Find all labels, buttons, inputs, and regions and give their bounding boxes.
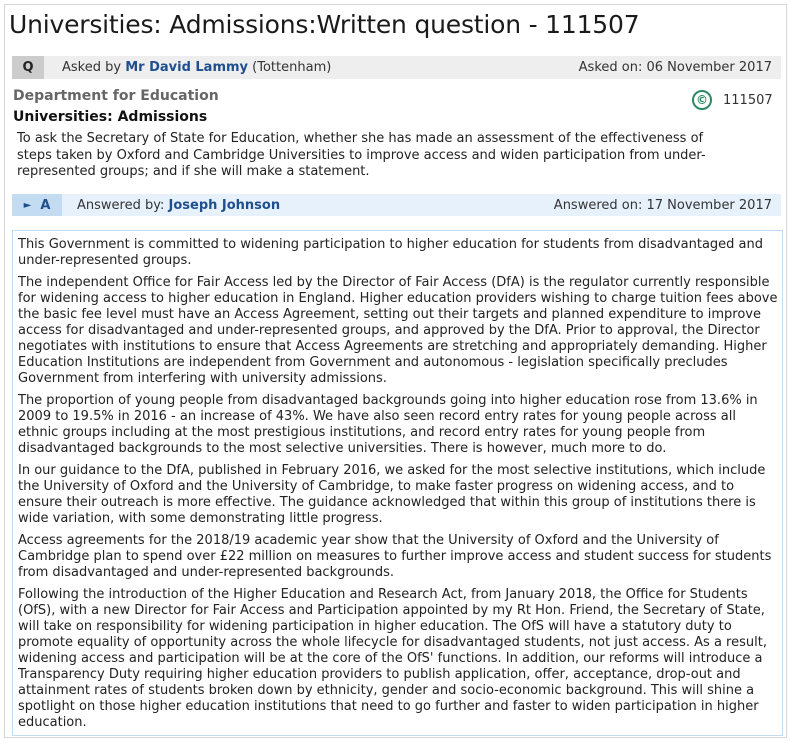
answered-by-label: Answered by:: [77, 198, 165, 213]
question-uin: 111507: [723, 93, 773, 108]
department: Department for Education: [13, 88, 219, 104]
answer-bar: [12, 194, 781, 216]
answered-on-date: Answered on: 17 November 2017: [553, 198, 772, 213]
minister-link[interactable]: Joseph Johnson: [168, 198, 281, 213]
answer-paragraph: In our guidance to the DfA, published in February 2016, we asked for the most selective institutions, which include the University of Oxford and the University of Cambridge, to make faster progress on widening access, and to ensure their outreach is more effective. The guidance acknowledged that within this group of institutions there is wide variation, with some demonstrating little progress.: [18, 463, 766, 526]
answer-badge: A: [40, 197, 51, 213]
answer-toggle[interactable]: [12, 194, 62, 216]
question-bar: [12, 56, 781, 79]
copyright-icon: ©: [692, 90, 712, 110]
answer-paragraph: The proportion of young people from disadvantaged backgrounds going into higher education rose from 13.6% in 2009 to 19.5% in 2016 - an increase of 43%. We have also seen record entry rates for young people across all ethnic groups including at the most prestigious institutions, and record entry rates for young people from disadvantaged backgrounds to the most selective universities. There is however, much more to do.: [18, 393, 758, 456]
member-link[interactable]: Mr David Lammy: [125, 60, 249, 75]
answer-text: [18, 237, 778, 737]
page-title: Universities: Admissions:Written question - 111507: [9, 10, 640, 39]
answered-by: [77, 198, 280, 213]
question-heading: Universities: Admissions: [13, 109, 208, 125]
asked-by: [62, 60, 331, 75]
expand-triangle-icon: ►: [23, 199, 32, 211]
asked-on-date: Asked on: 06 November 2017: [578, 60, 772, 75]
question-text: To ask the Secretary of State for Education, whether she has made an assessment of the effectiveness of steps taken by Oxford and Cambridge Universities to improve access and widen participation from under-represented groups; and if she will make a statement.: [17, 131, 706, 179]
answer-paragraph: Access agreements for the 2018/19 academic year show that the University of Oxford and the University of Cambridge plan to spend over £22 million on measures to further improve access and student success for students from disadvantaged and under-represented backgrounds.: [18, 533, 772, 580]
constituency: (Tottenham): [252, 60, 332, 75]
answer-paragraph: This Government is committed to widening participation to higher education for students from disadvantaged and under-represented groups.: [18, 237, 764, 268]
asked-by-label: Asked by: [62, 60, 122, 75]
answer-paragraph: Following the introduction of the Higher Education and Research Act, from January 2018, the Office for Students (OfS), with a new Director for Fair Access and Participation appointed by my Rt Hon. Friend, the Secretary of State, will take on responsibility for widening participation in higher education. The OfS will have a statutory duty to promote equality of opportunity across the whole lifecycle for disadvantaged students, not just access. As a result, widening access and participation will be at the core of the OfS' functions. In addition, our reforms will introduce a Transparency Duty requiring higher education providers to publish application, offer, acceptance, drop-out and attainment rates of students broken down by ethnicity, gender and socio-economic background. This will shine a spotlight on those higher education institutions that need to go further and faster to widen participation in higher education.: [18, 587, 767, 730]
answer-paragraph: The independent Office for Fair Access led by the Director of Fair Access (DfA) is the regulator currently responsible for widening access to higher education in England. Higher education providers wishing to charge tuition fees above the basic fee level must have an Access Agreement, setting out their targets and planned expenditure to improve access for disadvantaged and under-represented groups, and approved by the DfA. Prior to approval, the Director negotiates with institutions to ensure that Access Agreements are stretching and appropriately demanding. Higher Education Institutions are independent from Government and autonomous - legislation specifically precludes Government from interfering with university admissions.: [18, 275, 778, 386]
question-badge: Q: [12, 56, 44, 79]
